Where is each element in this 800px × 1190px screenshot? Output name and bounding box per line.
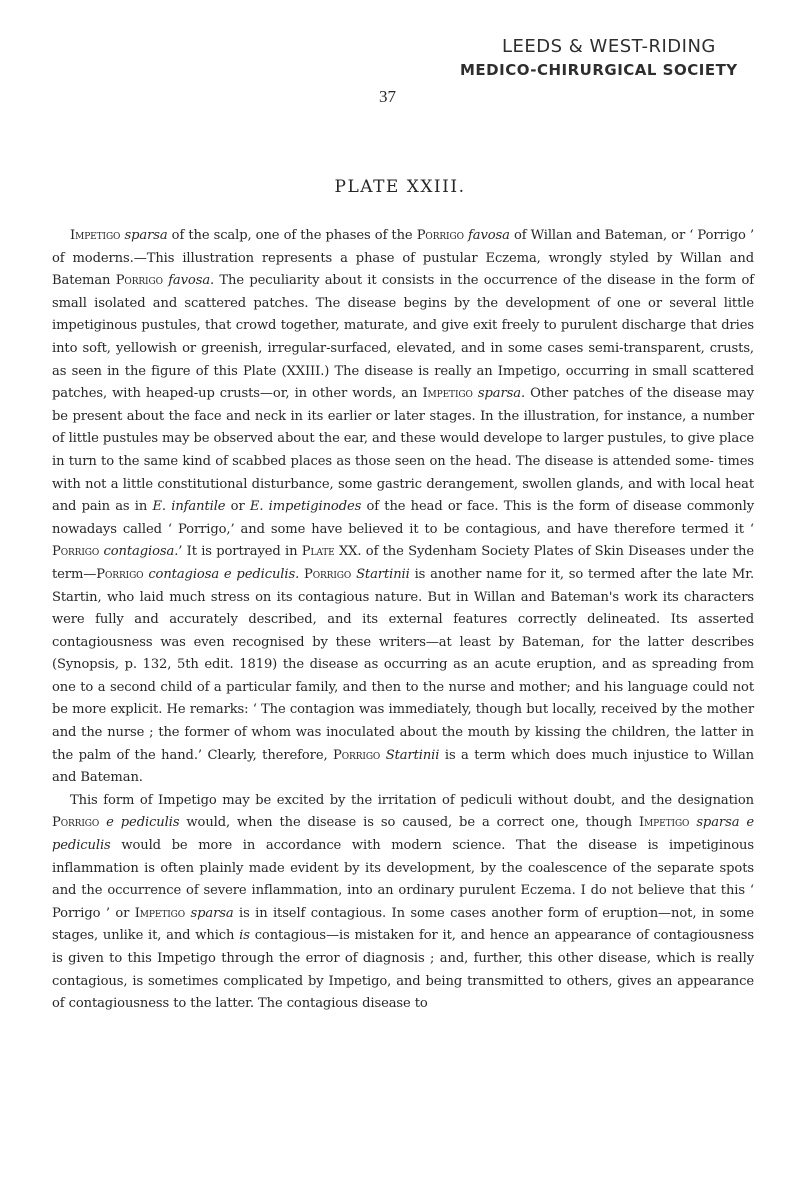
small-caps-term: Porrigo: [416, 228, 464, 243]
small-caps-term: Porrigo: [96, 566, 144, 582]
body-text: [52, 225, 754, 1016]
italic-term: contagiosa.: [103, 544, 179, 560]
small-caps-term: Porrigo: [304, 566, 352, 582]
paragraph: [52, 225, 754, 790]
italic-term: Startinii: [356, 566, 410, 582]
small-caps-term: Plate: [301, 544, 335, 560]
text-run: contagious—is mistaken for it, and hence an appearance of contagiousness is given to this Impetigo through the error of diagnosis ; and, further, this other disease, which is really contagious, is sometimes complicated by Impetigo, and being transmitted to others, gives an appearance of contagiousness to the latter. The contagious disease to: [52, 928, 754, 1012]
text-run: is a term which does much injustice to Willan and Bateman.: [52, 747, 754, 786]
italic-term: e pediculis: [106, 815, 180, 831]
small-caps-term: Porrigo: [333, 747, 381, 763]
italic-term: sparsa: [124, 228, 168, 243]
stamp-line-2: MEDICO-CHIRURGICAL SOCIETY: [460, 61, 738, 79]
text-run: of the scalp, one of the phases of the: [167, 228, 417, 243]
text-run: or: [225, 499, 250, 515]
text-run: This form of Impetigo may be excited by the irritation of pediculi without doubt, and the designation: [70, 792, 754, 808]
italic-term: favosa: [468, 228, 510, 243]
text-run: XX. of the Sydenham Society Plates of Skin Diseases under the term—: [52, 544, 755, 582]
page-number: 37: [379, 87, 396, 106]
plate-title: PLATE XXIII.: [334, 177, 466, 197]
text-run: is another name for it, so termed after the late Mr. Startin, who laid much stress on its contagious nature. But in Willan and Bateman's work its characters were fully and accurately described, and its external features correctly delineated. Its asserted contagiousness was even recognised by these writers—at least by Bateman, for the latter describes (Synopsis, p. 132, 5th edit. 1819) the disease as occurring as an acute eruption, and as spreading from one to a second child of a particular family, and then to the nurse and mother; and his language could not be more explicit. He remarks: ‘ The contagion was immediately, though but locally, received by the mother and the nurse ; the former of whom was inoculated about the mouth by kissing the children, the latter in the palm of the hand.’ Clearly, therefore,: [52, 566, 755, 763]
text-run: The peculiarity about it consists in the occurrence of the disease in the form of small isolated and scattered patches. The disease begins by the development of one or several little impetiginous pustules, that crowd together, maturate, and give exit freely to purulent discharge that dries into soft, yellowish or greenish, irregular-surfaced, elevated, and in some cases semi-transparent, crusts, as seen in the figure of this Plate (XXIII.) The disease is really an Impetigo, occurring in small scattered patches, with heaped-up crusts—or, in other words, an: [52, 273, 754, 402]
small-caps-term: Porrigo: [52, 544, 100, 560]
library-stamp: [460, 35, 765, 81]
italic-term: favosa.: [168, 273, 215, 289]
italic-term: Startinii: [385, 747, 440, 763]
italic-term: sparsa: [190, 905, 234, 921]
paragraph: [52, 790, 754, 1016]
italic-term: sparsa e pediculis: [52, 815, 755, 854]
text-run: would, when the disease is so caused, be a correct one, though: [179, 815, 639, 831]
small-caps-term: Porrigo: [115, 273, 163, 289]
small-caps-term: Impetigo: [422, 386, 473, 402]
text-run: of Willan and Bateman, or ‘ Porrigo ’ of moderns.—This illustration represents a phase of pustular Eczema, wrongly styled by Willan and Bateman: [52, 228, 755, 289]
italic-term: sparsa.: [477, 386, 526, 402]
stamp-line-1: LEEDS & WEST-RIDING: [502, 36, 716, 57]
italic-term: E. infantile: [152, 499, 226, 515]
italic-term: E. impetiginodes: [249, 499, 362, 515]
text-run: of the head or face. This is the form of disease commonly nowadays called ‘ Porrigo,’ and some have believed it to be contagious, and have therefore termed it ‘: [52, 499, 754, 537]
small-caps-term: Impetigo: [134, 905, 186, 921]
text-run: ’ It is portrayed in: [178, 544, 302, 560]
small-caps-term: Impetigo: [638, 815, 690, 831]
text-run: would be more in accordance with modern science. That the disease is impetiginous inflammation is often plainly made evident by its development, by the coalescence of the separate spots and the occurrence of severe inflammation, into an ordinary purulent Eczema. I do not believe that this ‘ Porrigo ’ or: [52, 838, 754, 921]
text-run: is in itself contagious. In some cases another form of eruption—not, in some stages, unlike it, and which: [52, 905, 755, 944]
small-caps-term: Porrigo: [52, 815, 100, 831]
italic-term: is: [239, 928, 250, 944]
text-run: Other patches of the disease may be present about the face and neck in its earlier or later stages. In the illustration, for instance, a number of little pustules may be observed about the ear, and these would develope to larger pustules, to give place in turn to the same kind of scabbed places as those seen on the head. The disease is attended some- times with not a little constitutional disturbance, some gastric derangement, swollen glands, and with local heat and pain as in: [52, 386, 754, 515]
italic-term: contagiosa e pediculis.: [148, 566, 300, 582]
small-caps-term: Impetigo: [70, 228, 121, 243]
